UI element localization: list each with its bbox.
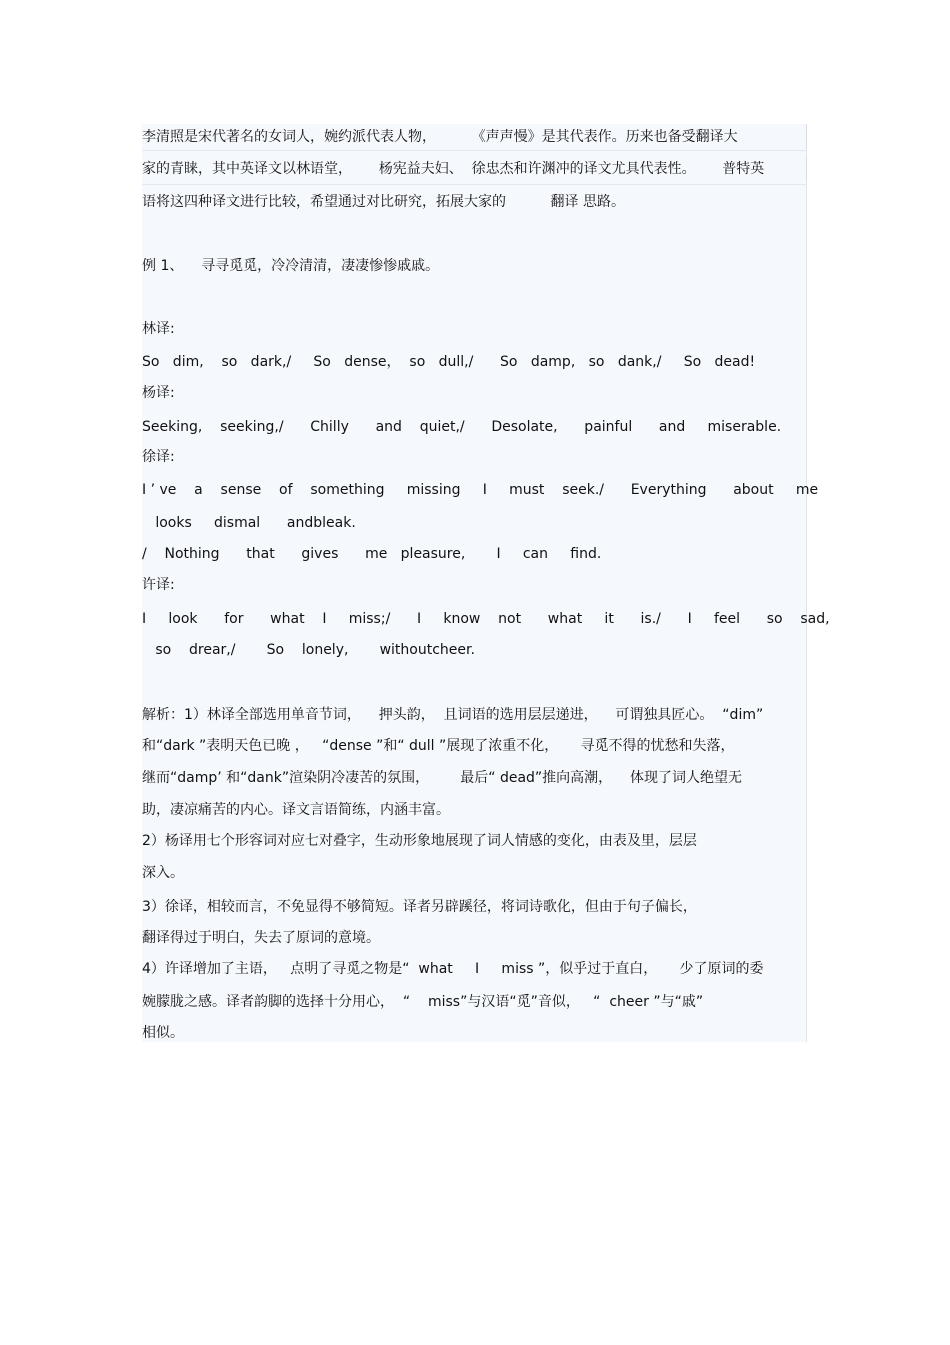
analysis-p2-line-2: 深入。 bbox=[142, 865, 184, 881]
line-separator bbox=[142, 150, 806, 151]
analysis-p1-line-1: 解析：1）林译全部选用单音节词， 押头韵， 且词语的选用层层递进， 可谓独具匠心。 “dim” bbox=[142, 707, 764, 723]
xu-translation-line-2: looks dismal andbleak. bbox=[142, 515, 356, 531]
xuyc-translation-line-2: so drear,/ So lonely, withoutcheer. bbox=[142, 642, 475, 658]
analysis-p4-line-2: 婉朦胧之感。译者韵脚的选择十分用心， “ miss”与汉语“觅”音似， “ cheer ”与“戚” bbox=[142, 994, 704, 1010]
yang-translation: Seeking, seeking,/ Chilly and quiet,/ Desolate, painful and miserable. bbox=[142, 419, 782, 435]
intro-line-1: 李清照是宋代著名的女词人，婉约派代表人物， 《声声慢》是其代表作。历来也备受翻译大 bbox=[142, 129, 738, 145]
analysis-p1-line-4: 助，凄凉痛苦的内心。译文言语简练，内涵丰富。 bbox=[142, 802, 450, 818]
xuyc-label: 许译: bbox=[142, 577, 175, 593]
xu-translation-line-3: / Nothing that gives me pleasure, I can find. bbox=[142, 546, 602, 562]
xu-label: 徐译: bbox=[142, 449, 175, 465]
intro-line-2: 家的青睐，其中英译文以林语堂， 杨宪益夫妇、 徐忠杰和许渊冲的译文尤具代表性。 普特英 bbox=[142, 161, 765, 177]
analysis-p1-line-2: 和“dark ”表明天色已晚 ， “dense ”和“ dull ”展现了浓重不化， 寻觅不得的忧愁和失落， bbox=[142, 738, 735, 754]
example-heading: 例 1、 寻寻觅觅，冷冷清清，凄凄惨惨戚戚。 bbox=[142, 258, 440, 274]
analysis-p1-line-3: 继而“damp’ 和“dank”渲染阴冷凄苦的氛围， 最后“ dead”推向高潮， 体现了词人绝望无 bbox=[142, 770, 742, 786]
analysis-p4-line-1: 4）许译增加了主语， 点明了寻觅之物是“ what I miss ”，似乎过于直白， 少了原词的委 bbox=[142, 961, 764, 977]
line-separator bbox=[142, 184, 806, 185]
xu-translation-line-1: I ’ ve a sense of something missing I must seek./ Everything about me bbox=[142, 482, 819, 498]
analysis-p4-line-3: 相似。 bbox=[142, 1025, 184, 1041]
analysis-p3-line-1: 3）徐译，相较而言，不免显得不够简短。译者另辟蹊径，将词诗歌化，但由于句子偏长， bbox=[142, 899, 697, 915]
line-edge-marker bbox=[806, 125, 807, 149]
yang-label: 杨译: bbox=[142, 385, 175, 401]
analysis-p3-line-2: 翻译得过于明白，失去了原词的意境。 bbox=[142, 930, 380, 946]
line-edge-marker bbox=[806, 157, 807, 181]
analysis-p2-line-1: 2）杨译用七个形容词对应七对叠字，生动形象地展现了词人情感的变化，由表及里，层层 bbox=[142, 833, 697, 849]
lin-translation: So dim, so dark,/ So dense， so dull,/ So damp, so dank,/ So dead! bbox=[142, 354, 756, 370]
intro-line-3: 语将这四种译文进行比较，希望通过对比研究，拓展大家的 翻译 思路。 bbox=[142, 194, 625, 210]
xuyc-translation-line-1: I look for what I miss;/ I know not what it is./ I feel so sad, bbox=[142, 611, 830, 627]
lin-label: 林译: bbox=[142, 321, 175, 337]
